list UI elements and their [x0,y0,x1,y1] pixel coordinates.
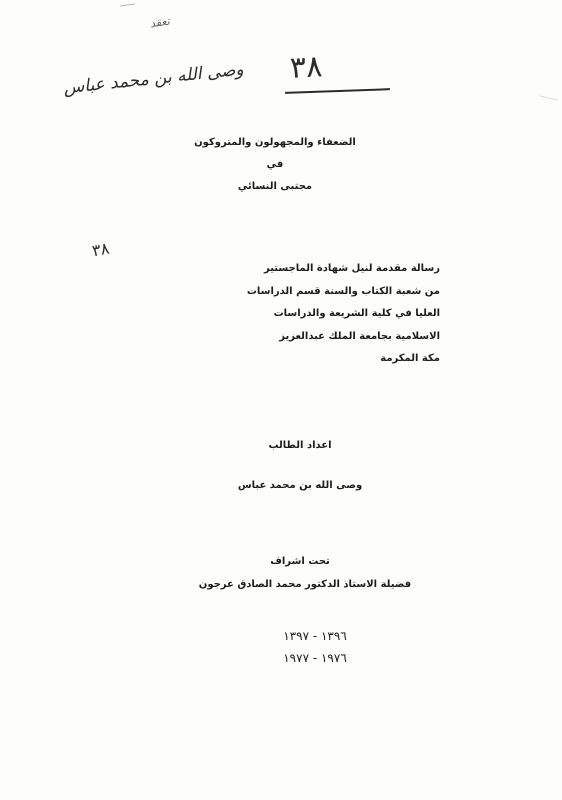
supervision-label-block [210,552,390,572]
date-hijri: ١٣٩٦ - ١٣٩٧ [283,629,347,643]
statement-line-4: الاسلامية بجامعة الملك عبدالعزيز [279,330,440,342]
date-gregorian: ١٩٧٦ - ١٩٧٧ [283,651,347,665]
student-name-block [220,476,380,496]
handwritten-note-top: تعقد [149,14,171,31]
preparation-label-block [220,436,380,456]
thesis-statement [240,258,440,371]
statement-line-2: من شعبة الكتاب والسنة قسم الدراسات [246,285,440,297]
dates-block [250,625,380,669]
supervisor-name: فضيلة الاستاذ الدكتور محمد الصادق عرجون [198,579,412,590]
statement-line-3: العليا في كلية الشريعة والدراسات [273,308,440,319]
preparation-label: اعداد الطالب [268,440,332,451]
handwritten-author-name: وصى الله بن محمد عباس [62,59,245,99]
title-line-3: مجتبى النسائي [237,181,313,192]
supervision-label: تحت اشراف [270,556,330,567]
statement-line-5: مكة المكرمة [380,353,440,364]
handwritten-number-underline [285,88,390,94]
thesis-title [170,132,380,198]
supervisor-block [180,575,430,595]
title-line-1: الضعفاء والمجهولون والمتروكون [194,137,356,148]
statement-line-1: رسالة مقدمة لنيل شهادة الماجستير [264,263,440,274]
student-name: وصى الله بن محمد عباس [237,480,363,491]
title-line-2: في [266,159,284,170]
handwritten-number: ٣٨ [289,49,324,86]
handwritten-side-mark: ٣٨ [90,238,111,261]
